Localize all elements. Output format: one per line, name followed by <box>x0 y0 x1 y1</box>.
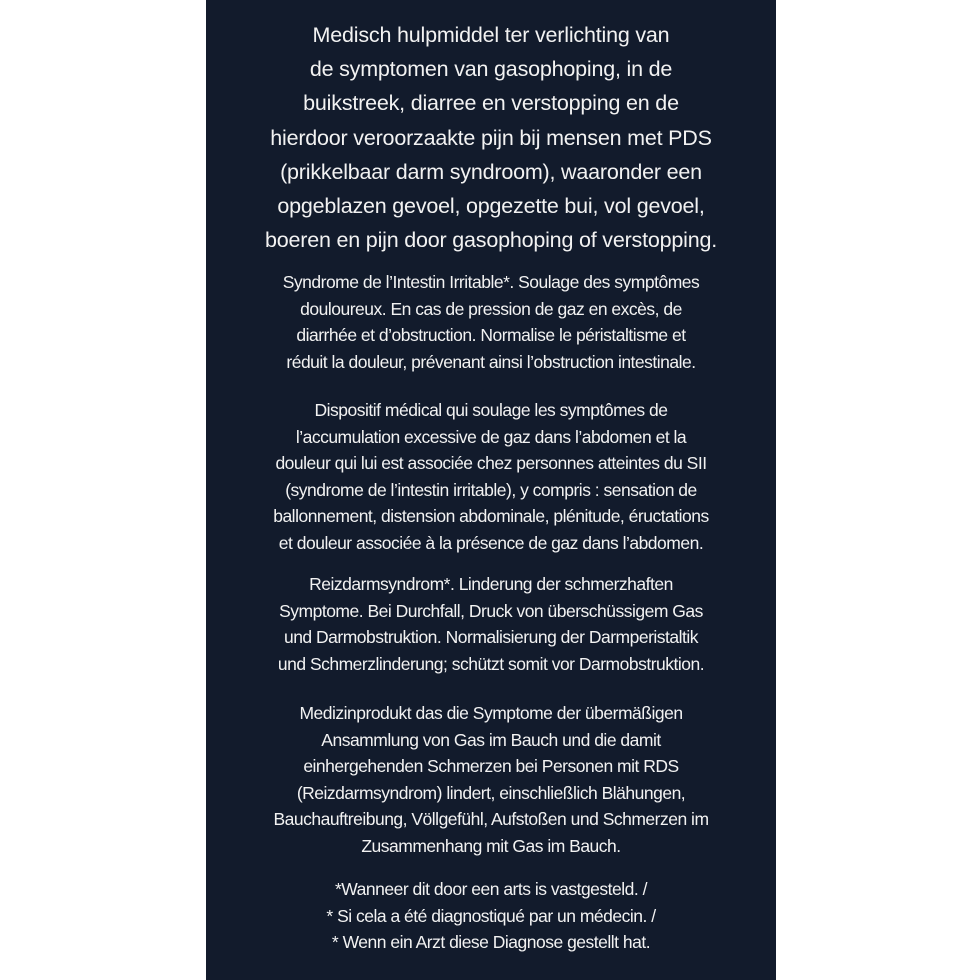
text-panel <box>206 0 776 980</box>
paragraph-french-2: Dispositif médical qui soulage les symptômes de l’accumulation excessive de gaz dans l’abdomen et la douleur qui lui est associée chez personnes atteintes du SII (syndrome de l’intestin irritable), y compris : sensation de ballonnement, distension abdominale, plénitude, éructations et douleur associée à la présence de gaz dans l’abdomen. <box>273 400 709 553</box>
paragraph-french-1: Syndrome de l’Intestin Irritable*. Soulage des symptômes douloureux. En cas de pression de gaz en excès, de diarrhée et d’obstruction. Normalise le péristaltisme et réduit la douleur, prévenant ainsi l’obstruction intestinale. <box>282 272 700 372</box>
footnote: *Wanneer dit door een arts is vastgesteld. / * Si cela a été diagnostiqué par un médecin. / * Wenn ein Arzt diese Diagnose gestellt hat. <box>326 879 656 953</box>
paragraph-german-2: Medizinprodukt das die Symptome der übermäßigen Ansammlung von Gas im Bauch und die damit einhergehenden Schmerzen bei Personen mit RDS (Reizdarmsyndrom) lindert, einschließlich Blähungen, Bauchauftreibung, Völlgefühl, Aufstoßen und Schmerzen im Zusammenhang mit Gas im Bauch. <box>273 703 709 856</box>
paragraph-dutch: Medisch hulpmiddel ter verlichting van de symptomen van gasophoping, in de buikstreek, diarree en verstopping en de hierdoor veroorzaakte pijn bij mensen met PDS (prikkelbaar darm syndroom), waaronder een opgeblazen gevoel, opgezette bui, vol gevoel, boeren en pijn door gasophoping of verstopping. <box>265 23 717 253</box>
paragraph-german-1: Reizdarmsyndrom*. Linderung der schmerzhaften Symptome. Bei Durchfall, Druck von überschüssigem Gas und Darmobstruktion. Normalisierung der Darmperistaltik und Schmerzlinderung; schützt somit vor Darmobstruktion. <box>277 574 705 674</box>
